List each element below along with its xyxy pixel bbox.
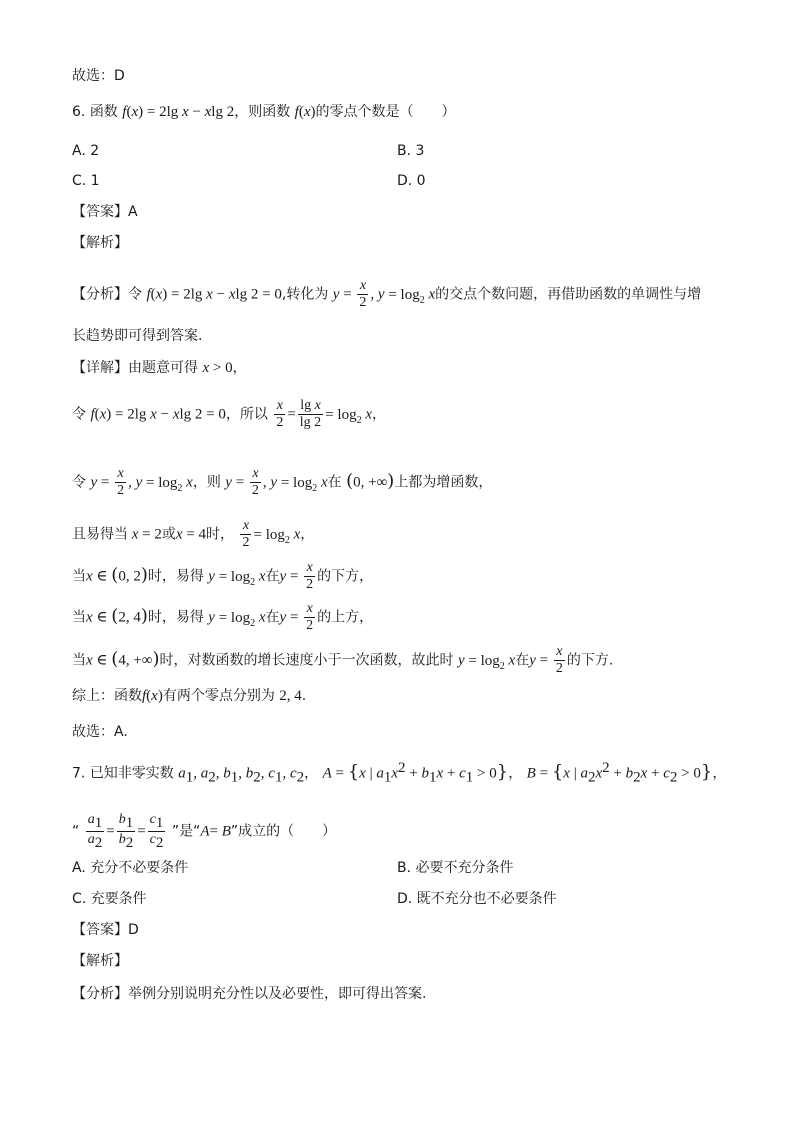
q6-option-a: A. 2 (72, 143, 100, 159)
q7-option-b: B. 必要不充分条件 (397, 860, 514, 876)
q7-option-c: C. 充要条件 (72, 891, 147, 907)
q6-detail-3: 令 y = $\frac{x}{2}$ , $y = \log_2 x$，则 y = $\frac{x}{2}$ , $y = \log_2 x$在 (0, +∞)上都为增函数， (72, 466, 493, 498)
q6-detail-7: 当x ∈ (4, +∞)时，对数函数的增长速度小于一次函数，故此时 $y = \log_2 x$在y = $\frac{x}{2}$ 的下方. (72, 644, 614, 676)
q7-stem: 7. 已知非零实数 $a_1$, $a_2$, $b_1$, $b_2$, $c_1$, $c_2$， A = {x | $a_1x^2 + b_1x + c_1 > 0$}， B = {x | $a_2x^2 + b_2x + c_2 > 0$}， (72, 760, 727, 786)
q7-option-d: D. 既不充分也不必要条件 (397, 891, 557, 907)
q6-detail-4: 且易得当 x = 2或x = 4时， $\frac{x}{2}$ = $\log_2 x$， (72, 518, 315, 550)
q6-option-d: D. 0 (397, 173, 426, 189)
q7-stem-line2: “ $\frac{a_1}{a_2}$ = $\frac{b_1}{b_2}$ = $\frac{c_1}{c_2}$ ”是“A= B”成立的（ ） (72, 812, 337, 851)
q7-option-a: A. 充分不必要条件 (72, 860, 189, 876)
q6-answer: 【答案】A (72, 204, 138, 220)
q6-stem: 6. 函数 f(x) = 2lg x − xlg 2，则函数 f(x)的零点个数是（ ） (72, 104, 456, 120)
q6-function-formula: f (122, 104, 127, 120)
q6-detail-5: 当x ∈ (0, 2)时，易得 $y = \log_2 x$在y = $\frac{x}{2}$ 的下方， (72, 560, 374, 592)
q6-option-c: C. 1 (72, 173, 100, 189)
prev-answer-line (72, 66, 125, 86)
q7-answer: 【答案】D (72, 922, 139, 938)
q6-detail-6: 当x ∈ (2, 4)时，易得 $y = \log_2 x$在y = $\frac{x}{2}$ 的上方， (72, 601, 374, 633)
q6-summary: 综上：函数f(x)有两个零点分别为 2, 4. (72, 688, 307, 704)
q6-detail-2: 令 f(x) = 2lg x − xlg 2 = 0，所以 $\frac{x}{2}$ = $\frac{\text{lg x}}{\lg 2}$ = $\log_2 x$， (72, 398, 386, 430)
prev-answer-text: 故选：D (72, 68, 125, 84)
q6-final-answer: 故选：A. (72, 724, 128, 740)
q7-analysis: 【分析】举例分别说明充分性以及必要性，即可得出答案. (72, 986, 427, 1002)
q6-detail-1: 【详解】由题意可得 x > 0， (72, 360, 247, 376)
q7-jiexi-heading: 【解析】 (72, 953, 128, 969)
q6-analysis: 【分析】令 f(x) = 2lg x − xlg 2 = 0,转化为 y = $\frac{x}{2}$ , $y = \log_2 x$的交点个数问题，再借助函数的单调性与增 (72, 278, 702, 310)
q6-option-b: B. 3 (397, 143, 425, 159)
q6-analysis-cont: 长趋势即可得到答案. (72, 328, 203, 344)
q6-jiexi-heading: 【解析】 (72, 235, 128, 251)
